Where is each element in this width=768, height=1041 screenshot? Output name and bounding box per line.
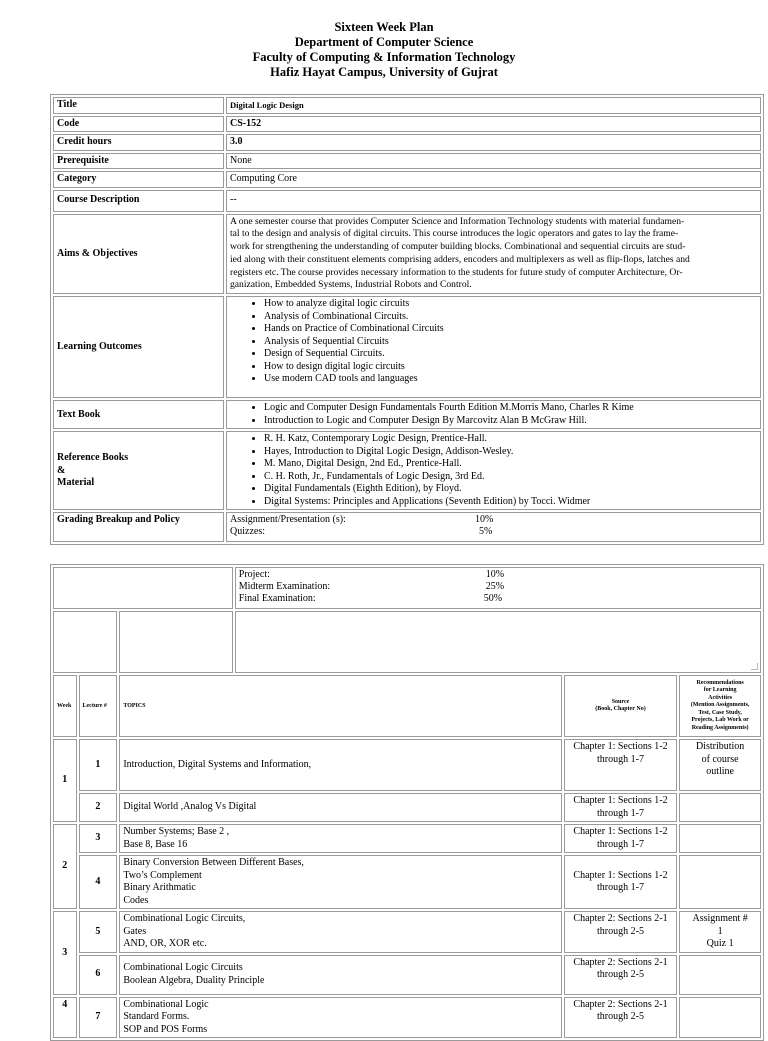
source-line: through 1-7 xyxy=(597,838,644,850)
topics-cell xyxy=(119,997,561,1039)
recommendation-cell xyxy=(679,824,761,853)
table-row xyxy=(53,190,761,212)
rec-header-line: (Mention Assignments, xyxy=(690,702,750,709)
table-row xyxy=(53,911,761,953)
list-item: • M. Mano, Digital Design, 2nd Ed., Prentice-Hall. xyxy=(264,458,757,471)
grading-item: Quizzes: xyxy=(230,526,265,538)
topics-cell xyxy=(119,739,561,791)
aims-line: tal to the design and analysis of digital circuits. This course introduces the logic operators and gates to lay the frame- xyxy=(230,228,679,240)
document-header xyxy=(0,20,768,80)
source-header-line: Source xyxy=(611,698,630,705)
lecture-number: 6 xyxy=(79,955,118,995)
rec-header-line: Projects, Lab Work or xyxy=(691,717,749,724)
source-header-line: (Book, Chapter No) xyxy=(595,706,646,712)
rec-line: outline xyxy=(706,766,734,777)
grading-item: Assignment/Presentation (s): xyxy=(230,514,346,526)
topic-line: Introduction, Digital Systems and Information, xyxy=(123,758,312,770)
topic-line: Base 8, Base 16 xyxy=(123,838,188,850)
table-row xyxy=(53,214,761,295)
week-number: 3 xyxy=(53,911,77,995)
list-item: • Digital Systems: Principles and Applications (Seventh Edition) by Tocci. Widmer xyxy=(264,496,757,509)
reference-list xyxy=(230,433,757,508)
code-value: CS-152 xyxy=(226,116,761,133)
reference-value xyxy=(226,431,761,510)
table-row xyxy=(53,611,761,673)
header-line-4: Hafiz Hayat Campus, University of Gujrat xyxy=(270,65,498,79)
header-line-3: Faculty of Computing & Information Technology xyxy=(252,50,516,64)
rec-header-line: Recommendations xyxy=(696,679,744,686)
topic-line: Two’s Complement xyxy=(123,869,202,881)
source-line: Chapter 1: Sections 1-2 xyxy=(573,795,668,806)
list-item: • How to analyze digital logic circuits xyxy=(264,298,757,311)
header-line-2: Department of Computer Science xyxy=(294,35,474,49)
source-line: through 2-5 xyxy=(597,925,644,937)
source-cell xyxy=(564,911,677,953)
reference-label-line: Reference Books xyxy=(57,452,129,464)
source-line: Chapter 1: Sections 1-2 xyxy=(573,826,668,837)
list-item: • Digital Fundamentals (Eighth Edition), by Floyd. xyxy=(264,483,757,496)
topic-line: Binary Conversion Between Different Bases, xyxy=(123,857,304,868)
source-line: Chapter 2: Sections 2-1 xyxy=(573,998,668,1010)
table-row xyxy=(53,97,761,114)
recommendation-cell xyxy=(679,911,761,953)
course-info-table xyxy=(50,94,764,545)
source-line: through 2-5 xyxy=(597,1011,644,1022)
topic-line: SOP and POS Forms xyxy=(123,1023,208,1035)
table-row xyxy=(53,400,761,429)
reference-label-line: Material xyxy=(57,477,95,489)
recommendation-cell xyxy=(679,793,761,822)
table-row xyxy=(53,153,761,170)
list-item: • How to design digital logic circuits xyxy=(264,361,757,374)
credit-value: 3.0 xyxy=(226,134,761,151)
rec-header-line: Reading Assignments) xyxy=(691,724,749,731)
topic-line: Codes xyxy=(123,894,149,906)
rec-header-line: for Learning xyxy=(703,687,737,694)
blank-cell xyxy=(53,567,233,609)
topic-line: Digital World ,Analog Vs Digital xyxy=(123,801,257,813)
grading-percent: 10% xyxy=(475,514,494,526)
source-cell xyxy=(564,824,677,853)
rec-header-line: Test, Case Study, xyxy=(698,709,742,716)
source-line: Chapter 2: Sections 2-1 xyxy=(573,913,668,924)
textbook-value xyxy=(226,400,761,429)
weekly-plan-table xyxy=(50,564,764,1041)
aims-line: ganization, Embedded Systems, Industrial Robots and Control. xyxy=(230,279,472,291)
table-row xyxy=(53,431,761,510)
grading-percent: 25% xyxy=(485,581,505,592)
topics-cell xyxy=(119,911,561,953)
recommendation-cell xyxy=(679,739,761,791)
list-item: • Design of Sequential Circuits. xyxy=(264,348,757,361)
topic-line: Combinational Logic Circuits, xyxy=(123,913,246,924)
recommendation-cell xyxy=(679,997,761,1039)
grading-breakup-continued xyxy=(239,569,757,607)
description-label: Course Description xyxy=(53,190,224,212)
category-label: Category xyxy=(53,171,224,188)
lecture-number: 1 xyxy=(79,739,118,791)
list-item: • Logic and Computer Design Fundamentals Fourth Edition M.Morris Mano, Charles R Kime xyxy=(264,402,757,415)
source-header xyxy=(564,675,677,737)
source-cell xyxy=(564,739,677,791)
prereq-value: None xyxy=(226,153,761,170)
week-header: Week xyxy=(53,675,77,737)
outcomes-list xyxy=(230,298,757,386)
code-label: Code xyxy=(53,116,224,133)
topic-line: Combinational Logic xyxy=(123,998,209,1010)
grading-percent: 10% xyxy=(485,569,505,580)
topic-line: Combinational Logic Circuits xyxy=(123,962,243,973)
list-item: • R. H. Katz, Contemporary Logic Design, Prentice-Hall. xyxy=(264,433,757,446)
topics-cell xyxy=(119,793,561,822)
recommendation-cell xyxy=(679,855,761,909)
aims-line: work for strengthening the understanding of computer building blocks. Combinational and sequential circuits are stud- xyxy=(230,241,686,253)
table-row xyxy=(53,134,761,151)
blank-textarea[interactable] xyxy=(235,611,761,673)
table-row xyxy=(53,997,761,1039)
grading-continued xyxy=(235,567,761,609)
aims-value xyxy=(226,214,761,295)
table-header-row xyxy=(53,675,761,737)
topics-cell xyxy=(119,955,561,995)
lecture-number: 5 xyxy=(79,911,118,953)
prereq-label: Prerequisite xyxy=(53,153,224,170)
topic-line: Standard Forms. xyxy=(123,1011,190,1022)
table-row xyxy=(53,296,761,398)
table-row xyxy=(53,116,761,133)
lecture-number: 3 xyxy=(79,824,118,853)
aims-label: Aims & Objectives xyxy=(53,214,224,295)
source-line: Chapter 1: Sections 1-2 xyxy=(573,869,668,881)
aims-line: A one semester course that provides Computer Science and Information Technology students with material fundamen- xyxy=(230,215,685,227)
recommendation-cell xyxy=(679,955,761,995)
rec-header-line: Activities xyxy=(708,694,733,701)
source-line: through 2-5 xyxy=(597,969,644,980)
source-line: through 1-7 xyxy=(597,882,644,893)
textbook-list xyxy=(230,402,757,427)
lecture-number: 2 xyxy=(79,793,118,822)
reference-label xyxy=(53,431,224,510)
rec-line: of course xyxy=(701,753,739,765)
source-line: through 1-7 xyxy=(597,807,644,819)
list-item: • C. H. Roth, Jr., Fundamentals of Logic Design, 3rd Ed. xyxy=(264,471,757,484)
grading-item: Midterm Examination: xyxy=(238,581,331,592)
lecture-header: Lecture # xyxy=(79,675,118,737)
topic-line: AND, OR, XOR etc. xyxy=(123,938,207,949)
list-item: • Hands on Practice of Combinational Circuits xyxy=(264,323,757,336)
table-row xyxy=(53,171,761,188)
aims-line: ied along with their constituent elements comprising adders, encoders and multiplexers as well as flip-flops, latches and xyxy=(230,253,690,265)
source-cell xyxy=(564,955,677,995)
grading-item: Project: xyxy=(238,569,270,580)
title-label: Title xyxy=(53,97,224,114)
week-number: 1 xyxy=(53,739,77,822)
table-row xyxy=(53,824,761,853)
source-line: Chapter 1: Sections 1-2 xyxy=(573,741,668,752)
credit-label: Credit hours xyxy=(53,134,224,151)
lecture-number: 7 xyxy=(79,997,118,1039)
topics-header: TOPICS xyxy=(119,675,561,737)
table-row xyxy=(53,855,761,909)
resize-handle-icon[interactable] xyxy=(751,663,758,670)
grading-breakup xyxy=(230,514,757,540)
header-line-1: Sixteen Week Plan xyxy=(334,20,434,34)
description-value: -- xyxy=(226,190,761,212)
grading-percent: 5% xyxy=(479,526,493,538)
topic-line: Gates xyxy=(123,925,147,937)
grading-value xyxy=(226,512,761,542)
rec-line: Quiz 1 xyxy=(706,938,734,949)
list-item: • Analysis of Sequential Circuits xyxy=(264,336,757,349)
table-row xyxy=(53,793,761,822)
source-line: through 1-7 xyxy=(597,753,644,765)
rec-line: Distribution xyxy=(695,741,745,752)
category-value: Computing Core xyxy=(226,171,761,188)
table-row xyxy=(53,567,761,609)
outcomes-value xyxy=(226,296,761,398)
list-item: • Hayes, Introduction to Digital Logic Design, Addison-Wesley. xyxy=(264,446,757,459)
table-row xyxy=(53,739,761,791)
source-cell xyxy=(564,997,677,1039)
source-line: Chapter 2: Sections 2-1 xyxy=(573,956,668,968)
lecture-number: 4 xyxy=(79,855,118,909)
title-value: Digital Logic Design xyxy=(226,97,761,114)
topics-cell xyxy=(119,855,561,909)
week-number: 4 xyxy=(53,997,77,1039)
source-cell xyxy=(564,855,677,909)
source-cell xyxy=(564,793,677,822)
table-row xyxy=(53,955,761,995)
blank-cell xyxy=(53,611,117,673)
grading-label: Grading Breakup and Policy xyxy=(53,512,224,542)
outcomes-label: Learning Outcomes xyxy=(53,296,224,398)
reference-label-line: & xyxy=(57,464,66,476)
blank-cell xyxy=(119,611,232,673)
week-number: 2 xyxy=(53,824,77,909)
topic-line: Binary Arithmatic xyxy=(123,882,196,893)
rec-line: Assignment # xyxy=(692,913,748,924)
recommendations-header xyxy=(679,675,761,737)
list-item: • Analysis of Combinational Circuits. xyxy=(264,311,757,324)
list-item: • Use modern CAD tools and languages xyxy=(264,373,757,386)
list-item: • Introduction to Logic and Computer Design By Marcovitz Alan B McGraw Hill. xyxy=(264,415,757,428)
rec-line: 1 xyxy=(717,925,723,937)
topic-line: Number Systems; Base 2 , xyxy=(123,826,230,837)
topics-cell xyxy=(119,824,561,853)
grading-item: Final Examination: xyxy=(238,593,316,604)
aims-line: registers etc. The course provides necessary information to the students for future study of computer Architecture, Or- xyxy=(230,266,683,278)
textbook-label: Text Book xyxy=(53,400,224,429)
table-row xyxy=(53,512,761,542)
grading-percent: 50% xyxy=(483,593,503,604)
topic-line: Boolean Algebra, Duality Principle xyxy=(123,974,265,986)
